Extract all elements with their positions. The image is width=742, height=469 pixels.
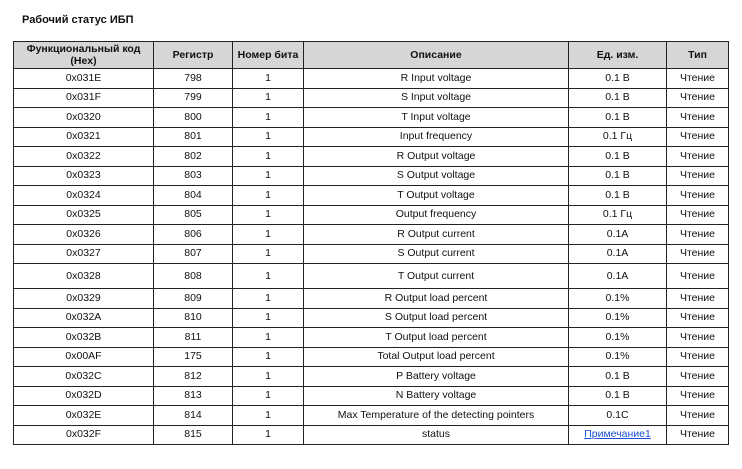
cell-code: 0x032B (14, 328, 154, 348)
cell-bit: 1 (233, 205, 304, 225)
cell-bit: 1 (233, 127, 304, 147)
cell-description: Input frequency (304, 127, 569, 147)
table-row (14, 264, 729, 289)
cell-register: 805 (154, 205, 233, 225)
cell-unit: 0.1 В (569, 88, 667, 108)
cell-type: Чтение (667, 205, 729, 225)
cell-unit: 0.1% (569, 328, 667, 348)
cell-unit: 0.1 В (569, 166, 667, 186)
cell-unit: 0.1 В (569, 69, 667, 89)
cell-register: 815 (154, 425, 233, 445)
cell-type: Чтение (667, 386, 729, 406)
cell-code: 0x032C (14, 367, 154, 387)
cell-bit: 1 (233, 289, 304, 309)
cell-code: 0x032D (14, 386, 154, 406)
cell-register: 806 (154, 225, 233, 245)
cell-bit: 1 (233, 244, 304, 264)
cell-description: P Battery voltage (304, 367, 569, 387)
cell-description: Max Temperature of the detecting pointers (304, 406, 569, 426)
cell-description: Output frequency (304, 205, 569, 225)
cell-type: Чтение (667, 367, 729, 387)
cell-bit: 1 (233, 386, 304, 406)
cell-code: 0x0325 (14, 205, 154, 225)
cell-code: 0x032F (14, 425, 154, 445)
cell-bit: 1 (233, 406, 304, 426)
table-row (14, 166, 729, 186)
table-row (14, 386, 729, 406)
cell-unit: 0.1 В (569, 186, 667, 206)
table-row (14, 244, 729, 264)
cell-register: 800 (154, 108, 233, 128)
table-row (14, 205, 729, 225)
header-description: Описание (304, 42, 569, 69)
cell-bit: 1 (233, 166, 304, 186)
table-row (14, 147, 729, 167)
cell-description: R Input voltage (304, 69, 569, 89)
cell-unit: 0.1C (569, 406, 667, 426)
cell-description: status (304, 425, 569, 445)
cell-code: 0x032A (14, 308, 154, 328)
header-register: Регистр (154, 42, 233, 69)
cell-code: 0x0323 (14, 166, 154, 186)
cell-register: 812 (154, 367, 233, 387)
ups-status-table (13, 41, 729, 445)
table-row (14, 69, 729, 89)
header-bit-number: Номер бита (233, 42, 304, 69)
cell-bit: 1 (233, 328, 304, 348)
cell-unit: 0.1 В (569, 147, 667, 167)
cell-bit: 1 (233, 69, 304, 89)
cell-unit: 0.1 Гц (569, 205, 667, 225)
cell-register: 811 (154, 328, 233, 348)
cell-type: Чтение (667, 328, 729, 348)
cell-register: 808 (154, 264, 233, 289)
header-row (14, 42, 729, 69)
cell-register: 801 (154, 127, 233, 147)
cell-description: Total Output load percent (304, 347, 569, 367)
header-function-code: Функциональный код (Hex) (14, 42, 154, 69)
cell-bit: 1 (233, 347, 304, 367)
cell-code: 0x031F (14, 88, 154, 108)
cell-register: 807 (154, 244, 233, 264)
cell-code: 0x0321 (14, 127, 154, 147)
cell-unit: 0.1 В (569, 367, 667, 387)
cell-bit: 1 (233, 264, 304, 289)
cell-unit: 0.1А (569, 225, 667, 245)
cell-description: T Output voltage (304, 186, 569, 206)
cell-unit (569, 425, 667, 445)
table-row (14, 108, 729, 128)
table-row (14, 367, 729, 387)
table-row (14, 289, 729, 309)
table-row (14, 425, 729, 445)
cell-bit: 1 (233, 367, 304, 387)
cell-type: Чтение (667, 147, 729, 167)
cell-code: 0x031E (14, 69, 154, 89)
cell-code: 0x0328 (14, 264, 154, 289)
cell-code: 0x00AF (14, 347, 154, 367)
cell-type: Чтение (667, 127, 729, 147)
cell-description: R Output voltage (304, 147, 569, 167)
table-row (14, 406, 729, 426)
cell-unit: 0.1% (569, 289, 667, 309)
cell-description: S Output voltage (304, 166, 569, 186)
cell-unit: 0.1% (569, 347, 667, 367)
table-header (14, 42, 729, 69)
cell-description: S Input voltage (304, 88, 569, 108)
cell-code: 0x0320 (14, 108, 154, 128)
table-row (14, 186, 729, 206)
cell-register: 803 (154, 166, 233, 186)
cell-type: Чтение (667, 425, 729, 445)
cell-register: 809 (154, 289, 233, 309)
cell-unit: 0.1% (569, 308, 667, 328)
header-unit: Ед. изм. (569, 42, 667, 69)
cell-type: Чтение (667, 264, 729, 289)
cell-description: R Output load percent (304, 289, 569, 309)
cell-description: N Battery voltage (304, 386, 569, 406)
cell-code: 0x032E (14, 406, 154, 426)
cell-register: 798 (154, 69, 233, 89)
table-row (14, 308, 729, 328)
table-body (14, 69, 729, 445)
cell-type: Чтение (667, 244, 729, 264)
cell-register: 814 (154, 406, 233, 426)
cell-type: Чтение (667, 88, 729, 108)
header-type: Тип (667, 42, 729, 69)
cell-bit: 1 (233, 425, 304, 445)
cell-description: R Output current (304, 225, 569, 245)
cell-bit: 1 (233, 88, 304, 108)
cell-register: 175 (154, 347, 233, 367)
cell-bit: 1 (233, 186, 304, 206)
table-row (14, 328, 729, 348)
cell-bit: 1 (233, 225, 304, 245)
cell-type: Чтение (667, 308, 729, 328)
cell-type: Чтение (667, 347, 729, 367)
cell-code: 0x0327 (14, 244, 154, 264)
cell-description: T Output current (304, 264, 569, 289)
cell-unit: 0.1 Гц (569, 127, 667, 147)
cell-register: 810 (154, 308, 233, 328)
cell-description: T Output load percent (304, 328, 569, 348)
cell-register: 804 (154, 186, 233, 206)
cell-code: 0x0324 (14, 186, 154, 206)
cell-register: 813 (154, 386, 233, 406)
cell-type: Чтение (667, 108, 729, 128)
cell-type: Чтение (667, 69, 729, 89)
cell-type: Чтение (667, 406, 729, 426)
cell-description: S Output current (304, 244, 569, 264)
cell-type: Чтение (667, 186, 729, 206)
cell-code: 0x0329 (14, 289, 154, 309)
cell-register: 802 (154, 147, 233, 167)
note1-link[interactable]: Примечание1 (584, 428, 651, 441)
cell-code: 0x0322 (14, 147, 154, 167)
cell-bit: 1 (233, 308, 304, 328)
cell-register: 799 (154, 88, 233, 108)
cell-code: 0x0326 (14, 225, 154, 245)
table-row (14, 347, 729, 367)
table-row (14, 225, 729, 245)
cell-unit: 0.1 В (569, 108, 667, 128)
document-title: Рабочий статус ИБП (22, 14, 134, 26)
cell-description: T Input voltage (304, 108, 569, 128)
cell-unit: 0.1А (569, 244, 667, 264)
table-row (14, 88, 729, 108)
cell-type: Чтение (667, 289, 729, 309)
cell-bit: 1 (233, 108, 304, 128)
cell-type: Чтение (667, 225, 729, 245)
table-row (14, 127, 729, 147)
cell-unit: 0.1А (569, 264, 667, 289)
cell-unit: 0.1 В (569, 386, 667, 406)
cell-description: S Output load percent (304, 308, 569, 328)
cell-bit: 1 (233, 147, 304, 167)
cell-type: Чтение (667, 166, 729, 186)
